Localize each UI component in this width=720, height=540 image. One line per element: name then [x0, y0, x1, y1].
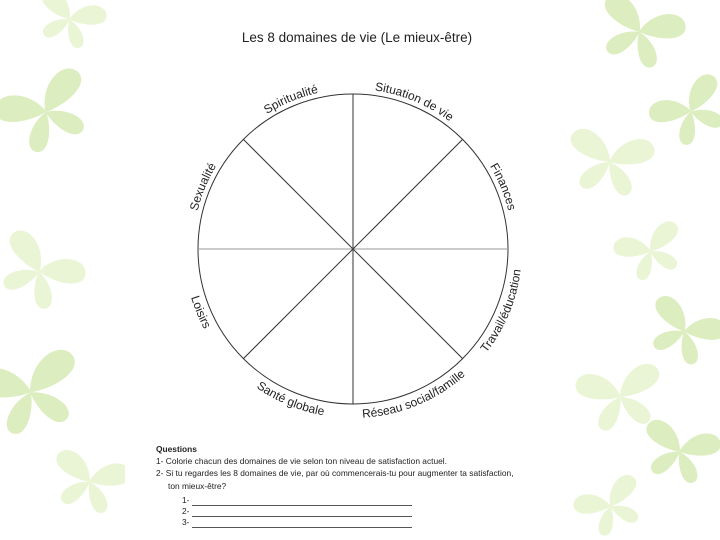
answer-number: 3-: [182, 516, 190, 527]
domain-label: Sexualité: [186, 160, 219, 213]
domain-label: Santé globale: [254, 378, 326, 419]
answer-number: 1-: [182, 494, 190, 505]
questions-section: [156, 443, 576, 528]
answer-line-2[interactable]: [182, 506, 576, 517]
answer-number: 2-: [182, 505, 190, 516]
domain-label: Finances: [487, 160, 520, 212]
answer-line-3[interactable]: [182, 517, 576, 528]
domain-label: Travail/éducation: [477, 268, 524, 355]
questions-heading: Questions: [156, 444, 197, 454]
domain-label: Situation de vie: [374, 79, 457, 125]
answer-lines: [156, 495, 576, 528]
answer-line-1[interactable]: [182, 495, 576, 506]
domain-label: Spiritualité: [261, 82, 320, 117]
domain-label: Loisirs: [188, 293, 215, 331]
answer-rule: [192, 509, 412, 517]
domain-label: Réseau social/famille: [361, 366, 468, 421]
question-1: 1- Colorie chacun des domaines de vie selon ton niveau de satisfaction actuel.: [156, 456, 447, 467]
answer-rule: [192, 498, 412, 506]
page-title: Les 8 domaines de vie (Le mieux-être): [241, 30, 473, 45]
question-2: 2- Si tu regardes les 8 domaines de vie, par où commencerais-tu pour augmenter ta satisfaction,: [156, 468, 514, 479]
answer-rule: [192, 520, 412, 528]
question-2-continued: ton mieux-être?: [168, 480, 227, 491]
